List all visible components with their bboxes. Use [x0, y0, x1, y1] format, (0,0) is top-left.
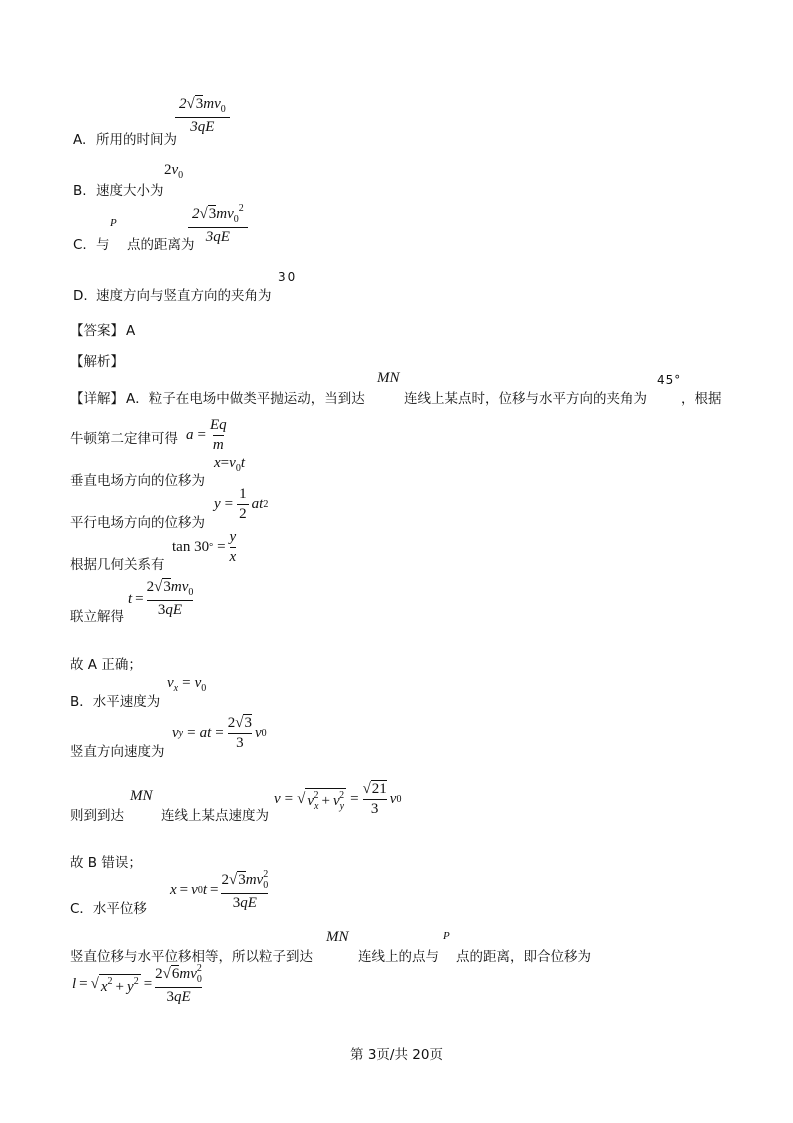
- detail-line13-c: 点的距离，即合位移为: [456, 949, 591, 965]
- detail-line7: 故 A 正确；: [70, 657, 142, 673]
- formula-option-a-time: $\frac{2√3mv_0}{3qE}$: [177, 97, 228, 135]
- detail-line13-b: 连线上的点与: [358, 949, 439, 965]
- option-a-text: 所用的时间为: [96, 132, 177, 148]
- option-b-text: 速度大小为: [96, 183, 164, 199]
- formula-tan30: tan 30 ° = $\frac{y}{x}$: [172, 529, 237, 565]
- detail-mn-3: MN: [326, 929, 349, 945]
- detail-angle-45: 45°: [657, 373, 682, 387]
- detail-line3: 垂直电场方向的位移为: [70, 473, 205, 489]
- detail-label: 【详解】: [70, 391, 124, 407]
- detail-line1-a: A．粒子在电场中做类平抛运动，当到达: [126, 391, 365, 407]
- formula-velocity: v = √ $v_x^2 + v_y^2$ = $\frac{√21}{3}$ v 0: [274, 781, 402, 817]
- detail-line10-b: 连线上某点速度为: [161, 808, 269, 824]
- detail-line13-a: 竖直位移与水平位移相等，所以粒子到达: [70, 949, 313, 965]
- detail-line4: 平行电场方向的位移为: [70, 515, 205, 531]
- answer-value: A: [126, 323, 136, 339]
- detail-line10-a: 则到到达: [70, 808, 124, 824]
- detail-mn-2: MN: [130, 788, 153, 804]
- detail-line1-c: ，根据: [681, 391, 722, 407]
- option-d-text: 速度方向与竖直方向的夹角为: [96, 288, 272, 304]
- formula-total-displacement: l = √ $x^2 + y^2$ = $\frac{2√6mv_0^2}{3qE}$: [72, 963, 202, 1005]
- option-c-point: P: [110, 217, 117, 229]
- detail-line11: 故 B 错误；: [70, 855, 142, 871]
- option-c-text-1: 与: [96, 237, 110, 253]
- option-c-label: C.: [73, 237, 87, 253]
- detail-line9: 竖直方向速度为: [70, 744, 165, 760]
- detail-line2: 牛顿第二定律可得: [70, 431, 178, 447]
- detail-line12: C．水平位移: [70, 901, 147, 917]
- formula-vy: v y = at = $\frac{2√3}{3}$ v 0: [172, 715, 267, 751]
- formula-acceleration: a = $\frac{Eq}{m}$: [186, 417, 227, 453]
- detail-line6: 联立解得: [70, 609, 124, 625]
- page-footer: 第 3页/共 20页: [350, 1047, 443, 1063]
- detail-line5: 根据几何关系有: [70, 557, 165, 573]
- formula-vx: $v_x = v_0$: [167, 675, 207, 694]
- formula-x-displacement: x = v 0 t = $\frac{2√3mv_0^2}{3qE}$: [170, 869, 269, 911]
- detail-mn-1: MN: [377, 370, 400, 386]
- formula-y-position: y = $\frac{1}{2}$ at 2: [214, 486, 269, 522]
- analysis-label: 【解析】: [70, 354, 124, 370]
- detail-p-point: P: [443, 930, 450, 942]
- detail-line8: B．水平速度为: [70, 694, 161, 710]
- formula-time-result: t = $\frac{2√3mv_0}{3qE}$: [128, 579, 194, 618]
- detail-line1-b: 连线上某点时，位移与水平方向的夹角为: [404, 391, 647, 407]
- option-d-label: D.: [73, 288, 88, 304]
- option-b-value: $2v_0$: [164, 162, 184, 181]
- formula-x-position: $x=v_0t$: [214, 455, 245, 474]
- answer-label: 【答案】: [70, 323, 124, 339]
- formula-option-c-distance: $\frac{2√3mv_0^2}{3qE}$: [190, 204, 246, 245]
- option-d-value: 30: [278, 270, 298, 284]
- option-c-text-2: 点的距离为: [127, 237, 195, 253]
- option-b-label: B.: [73, 183, 87, 199]
- option-a-label: A.: [73, 132, 87, 148]
